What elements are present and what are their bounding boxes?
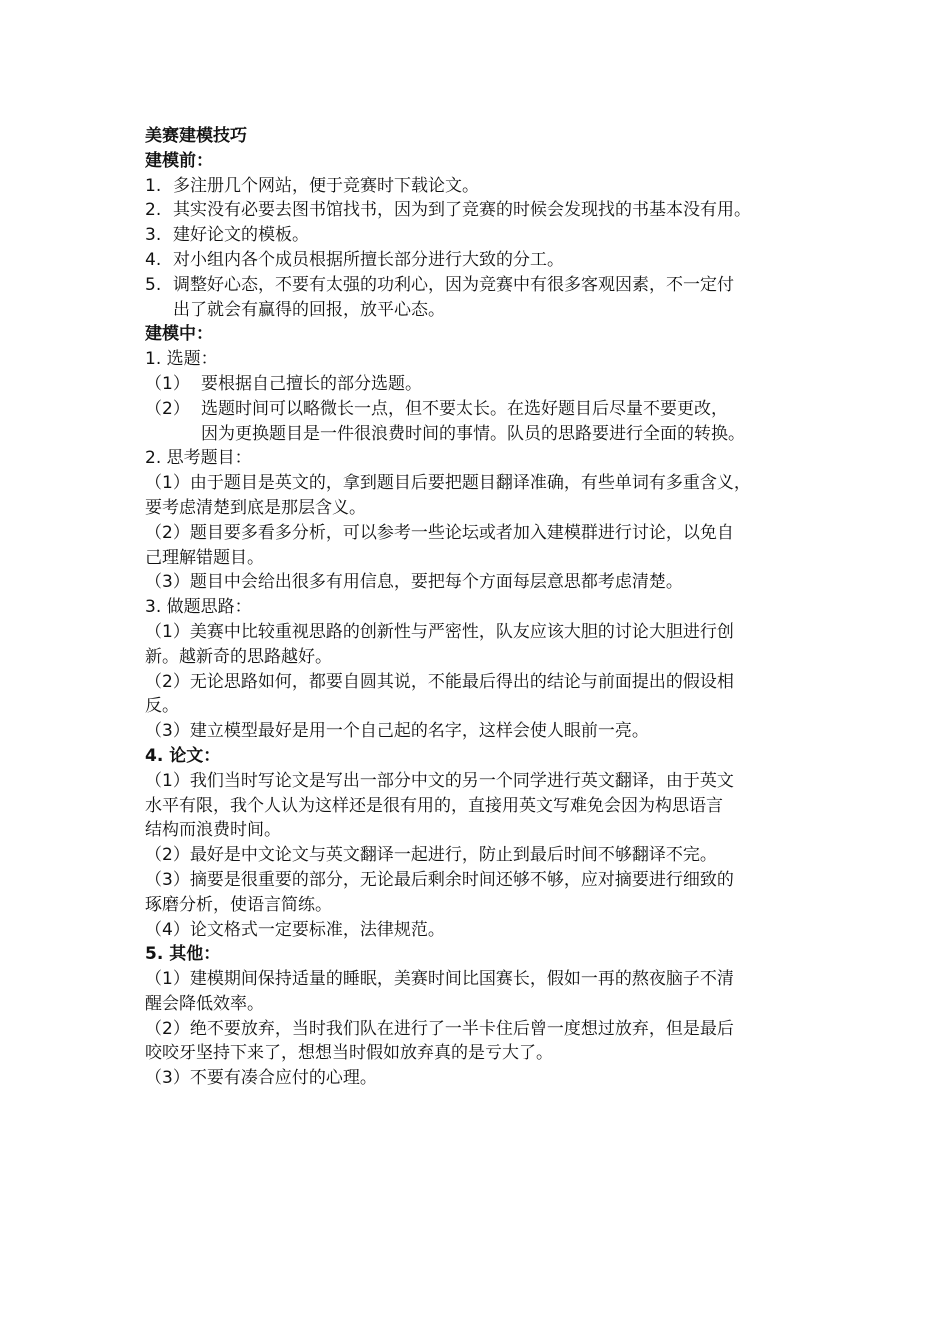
subsection-heading-other: 5. 其他：: [145, 944, 221, 965]
list-item: [145, 248, 825, 273]
paragraph-line: （2）题目要多看多分析，可以参考一些论坛或者加入建模群进行讨论，以免自: [145, 522, 734, 543]
paragraph-line: （3）建立模型最好是用一个自己起的名字，这样会使人眼前一亮。: [145, 721, 649, 742]
paragraph-line: （4）论文格式一定要标准，法律规范。: [145, 919, 445, 940]
document-body: [145, 124, 825, 1091]
list-text: 要根据自己擅长的部分选题。: [201, 373, 422, 394]
paragraph: [145, 620, 825, 670]
paragraph: [145, 719, 825, 744]
list-text-line: 因为更换题目是一件很浪费时间的事情。队员的思路要进行全面的转换。: [201, 423, 745, 444]
paragraph: [145, 670, 825, 720]
paragraph-line: 要考虑清楚到底是那层含义。: [145, 497, 366, 518]
paragraph-line: 结构而浪费时间。: [145, 820, 281, 841]
list-text-line: 出了就会有赢得的回报，放平心态。: [173, 299, 445, 320]
paragraph: [145, 570, 825, 595]
paragraph: [145, 521, 825, 571]
paragraph-line: （3）摘要是很重要的部分，无论最后剩余时间还够不够，应对摘要进行细致的: [145, 869, 734, 890]
paragraph-line: （3）题目中会给出很多有用信息，要把每个方面每层意思都考虑清楚。: [145, 572, 683, 593]
list-item: [145, 397, 825, 447]
paragraph-line: 琢磨分析，使语言简练。: [145, 894, 332, 915]
subsection-heading-thinking: 2. 思考题目：: [145, 448, 252, 469]
list-number: （1）: [145, 373, 190, 394]
subsection-heading-paper: 4. 论文：: [145, 745, 221, 766]
paragraph-line: 新。越新奇的思路越好。: [145, 646, 332, 667]
subsection-heading-topic: 1. 选题：: [145, 349, 218, 370]
list-number: 5.: [145, 274, 162, 295]
list-item: [145, 273, 825, 323]
list-text: 建好论文的模板。: [173, 225, 309, 246]
paragraph: [145, 769, 825, 843]
list-item: [145, 223, 825, 248]
paragraph: [145, 868, 825, 918]
paragraph-line: （1）建模期间保持适量的睡眠，美赛时间比国赛长，假如一再的熬夜脑子不清: [145, 969, 734, 990]
list-text: 其实没有必要去图书馆找书，因为到了竞赛的时候会发现找的书基本没有用。: [173, 200, 751, 221]
paragraph-line: 醒会降低效率。: [145, 993, 264, 1014]
list-text: [201, 397, 745, 447]
paragraph: [145, 843, 825, 868]
paragraph-line: （1）我们当时写论文是写出一部分中文的另一个同学进行英文翻译，由于英文: [145, 770, 734, 791]
paragraph-line: 己理解错题目。: [145, 547, 264, 568]
list-item: [145, 198, 825, 223]
list-number: 2.: [145, 200, 162, 221]
paragraph-line: 咬咬牙坚持下来了，想想当时假如放弃真的是亏大了。: [145, 1043, 553, 1064]
paragraph: [145, 918, 825, 943]
paragraph-line: 水平有限，我个人认为这样还是很有用的，直接用英文写难免会因为构思语言: [145, 795, 723, 816]
paragraph: [145, 471, 825, 521]
list-number: 3.: [145, 225, 162, 246]
paragraph: [145, 1017, 825, 1067]
document-title: 美赛建模技巧: [145, 126, 247, 146]
list-item: [145, 372, 825, 397]
list-text-line: 选题时间可以略微长一点，但不要太长。在选好题目后尽量不要更改，: [201, 398, 728, 419]
list-number: 1.: [145, 175, 162, 196]
subsection-heading-approach: 3. 做题思路：: [145, 597, 252, 618]
list-text: 多注册几个网站，便于竞赛时下载论文。: [173, 175, 479, 196]
paragraph: [145, 967, 825, 1017]
paragraph-line: （1）美赛中比较重视思路的创新性与严密性，队友应该大胆的讨论大胆进行创: [145, 621, 734, 642]
paragraph-line: （1）由于题目是英文的，拿到题目后要把题目翻译准确，有些单词有多重含义，: [145, 473, 751, 494]
paragraph: [145, 1066, 825, 1091]
paragraph-line: （2）无论思路如何，都要自圆其说，不能最后得出的结论与前面提出的假设相: [145, 671, 734, 692]
list-item: [145, 174, 825, 199]
list-text: 对小组内各个成员根据所擅长部分进行大致的分工。: [173, 249, 564, 270]
list-text: [173, 273, 734, 323]
section-heading-before: 建模前：: [145, 150, 213, 171]
paragraph-line: （2）最好是中文论文与英文翻译一起进行，防止到最后时间不够翻译不完。: [145, 845, 717, 866]
paragraph-line: （3）不要有凑合应付的心理。: [145, 1068, 377, 1089]
paragraph-line: 反。: [145, 696, 179, 717]
section-heading-during: 建模中：: [145, 324, 213, 345]
list-text-line: 调整好心态，不要有太强的功利心，因为竞赛中有很多客观因素，不一定付: [173, 274, 734, 295]
list-number: （2）: [145, 398, 190, 419]
list-number: 4.: [145, 249, 162, 270]
paragraph-line: （2）绝不要放弃，当时我们队在进行了一半卡住后曾一度想过放弃，但是最后: [145, 1018, 734, 1039]
